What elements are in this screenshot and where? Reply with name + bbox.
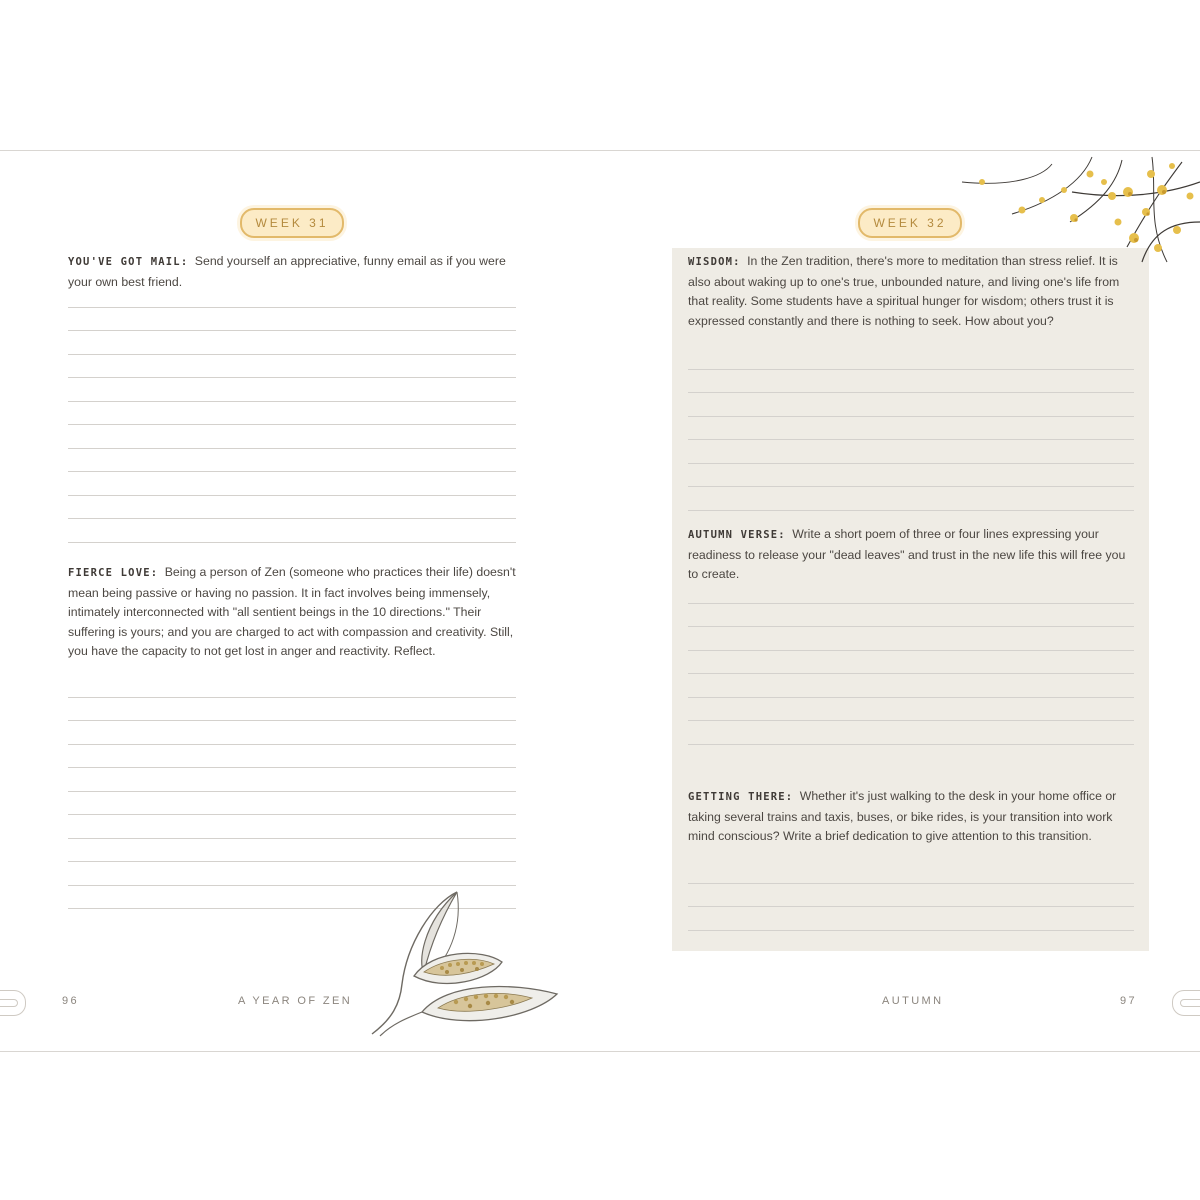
prompt-heading: YOU'VE GOT MAIL: <box>68 256 189 268</box>
prompt-wisdom <box>688 252 1134 331</box>
prompt-autumn-verse <box>688 525 1134 585</box>
prompt-heading: GETTING THERE: <box>688 791 794 803</box>
page-number-left: 96 <box>62 995 80 1007</box>
prompt-text: Being a person of Zen (someone who practices their life) doesn't mean being passive or having no passion. It in fact involves being immensely, intimately interconnected with "all sentient beings in the 10 directions." Their suffering is yours; and you are charged to act with compassion and creativity. Still, you have the capacity to not get lost in anger and reactivity. Reflect. <box>68 565 516 658</box>
writing-lines-fierce-love[interactable] <box>68 674 516 909</box>
writing-lines-mail[interactable] <box>68 284 516 543</box>
prompt-fierce-love <box>68 563 518 662</box>
prompt-heading: FIERCE LOVE: <box>68 567 159 579</box>
running-title-left: A YEAR OF ZEN <box>238 995 353 1007</box>
prompt-heading: AUTUMN VERSE: <box>688 529 786 541</box>
writing-lines-getting-there[interactable] <box>688 860 1134 931</box>
prompt-text: Send yourself an appreciative, funny email as if you were your own best friend. <box>68 254 506 289</box>
writing-lines-autumn-verse[interactable] <box>688 580 1134 745</box>
prompt-text: Write a short poem of three or four lines expressing your readiness to release your "dead leaves" and trust in the new life this will free you to create. <box>688 527 1126 581</box>
writing-lines-wisdom[interactable] <box>688 346 1134 511</box>
prompt-getting-there <box>688 787 1134 847</box>
prompt-heading: WISDOM: <box>688 256 741 268</box>
prompt-text: In the Zen tradition, there's more to meditation than stress relief. It is also about waking up to one's true, unbounded nature, and living one's life from that reality. Some students have a spiritual hunger for wisdom; others trust it is expressed constantly and there is nothing to seek. How about you? <box>688 254 1120 328</box>
prompt-text: Whether it's just walking to the desk in your home office or taking several trains and taxis, buses, or bike rides, is your transition into work mind conscious? Write a brief dedication to give attention to this transition. <box>688 789 1117 843</box>
milkweed-pod-illustration <box>352 884 567 1042</box>
running-title-right: AUTUMN <box>882 995 944 1007</box>
week-32-badge: WEEK 32 <box>858 208 962 238</box>
left-page-tab <box>0 990 26 1016</box>
week-31-badge: WEEK 31 <box>240 208 344 238</box>
right-page-tab <box>1172 990 1200 1016</box>
page-number-right: 97 <box>1120 995 1138 1007</box>
